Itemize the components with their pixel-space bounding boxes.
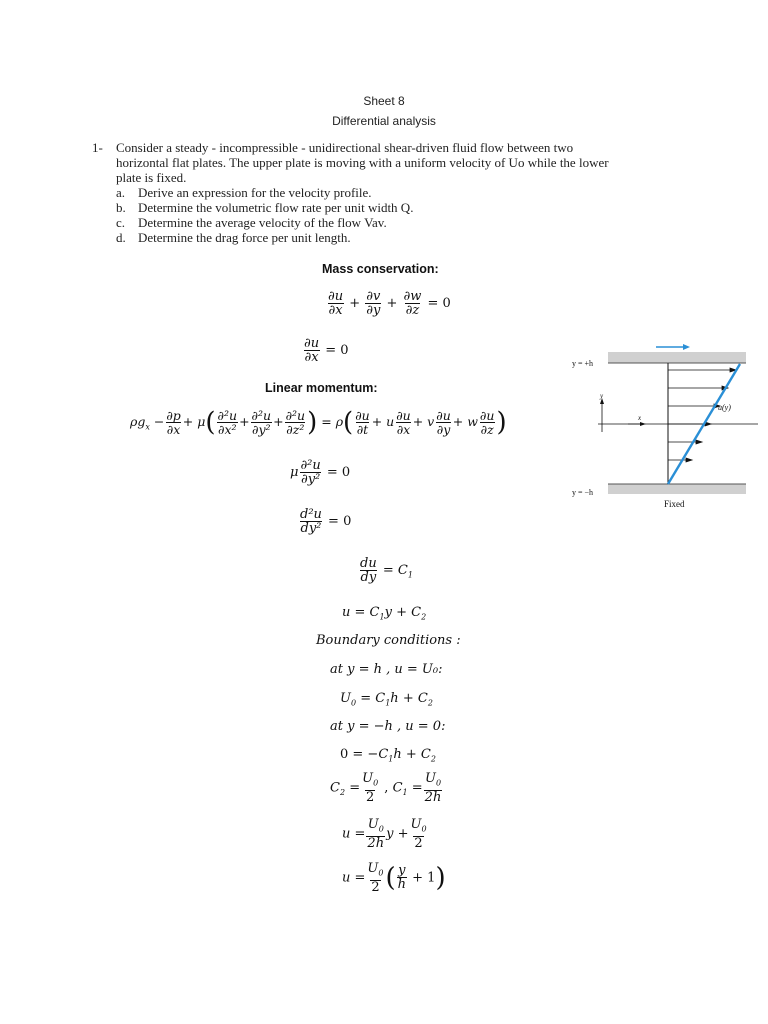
bc1-equation: $U_0 = C_1h + C_2$ xyxy=(340,691,433,708)
linear-momentum-heading: Linear momentum: xyxy=(265,381,378,395)
continuity-equation: $\frac{\partial u}{\partial x}$ + $\frac{\partial v}{\partial y}$ + $\frac{\partial w}{\partial z}$ = 0 xyxy=(328,289,451,318)
first-integration: $\frac{du}{dy}$ = $C_1$ xyxy=(360,556,413,585)
moving-plate xyxy=(608,352,746,363)
problem-number: 1- xyxy=(92,140,103,155)
continuity-reduced: $\frac{\partial u}{\partial x}$ = 0 xyxy=(304,336,349,365)
problem-part: d. Determine the drag force per unit length. xyxy=(116,230,351,245)
bc2-equation: $0 = -C_1h + C_2$ xyxy=(340,747,436,764)
x-axis-label: x xyxy=(638,414,642,422)
problem-line: horizontal flat plates. The upper plate is moving with a uniform velocity of Uo while the lower xyxy=(116,155,609,170)
boundary-condition-1: at y = h , u = U₀: xyxy=(330,662,443,677)
profile-label: u(y) xyxy=(718,403,731,412)
y-axis-label: y xyxy=(600,392,604,400)
problem-part: c. Determine the average velocity of the flow Vav. xyxy=(116,215,387,230)
problem-statement xyxy=(116,140,676,245)
subject-title: Differential analysis xyxy=(332,114,436,128)
boundary-conditions-heading: Boundary conditions : xyxy=(316,633,461,648)
constants-solution: $C_2$ = $\frac{U_0}{2}$ , $C_1$ = $\frac{U_0}{2h}$ xyxy=(330,771,442,805)
boundary-condition-2: at y = −h , u = 0: xyxy=(330,719,446,734)
problem-line: plate is fixed. xyxy=(116,170,187,185)
problem-part: b. Determine the volumetric flow rate per unit width Q. xyxy=(116,200,414,215)
navier-stokes-equation: $\rho g_x$ − $\frac{\partial p}{\partial x}$ + μ( $\frac{\text{∂²u}}{\text{∂x²}}$ + $\frac{\text{∂²u}}{\text{∂y²}}$ + $\frac{\text{∂²u}}{\text{∂z²}}$ ) = ρ( $\frac{\partial u}{\partial t}$ + u $\frac{\partial u}{\partial x}$ + v $\frac{\partial u}{\partial y}$ + w $\frac{\partial u}{\partial z}$ ) xyxy=(130,407,507,438)
problem-part: a. Derive an expression for the velocity profile. xyxy=(116,185,372,200)
ode-equation: $\frac{\text{d²u}}{\text{dy²}}$ = 0 xyxy=(300,507,352,536)
mass-conservation-heading: Mass conservation: xyxy=(322,262,439,276)
fixed-plate xyxy=(608,484,746,494)
fixed-label: Fixed xyxy=(664,499,685,509)
bottom-wall-label: y = −h xyxy=(572,488,594,497)
momentum-reduced: μ $\frac{\text{∂²u}}{\text{∂y²}}$ = 0 xyxy=(290,458,351,487)
problem-line: Consider a steady - incompressible - unidirectional shear-driven fluid flow between two xyxy=(116,140,574,155)
velocity-profile-expanded: u = $\frac{U_0}{2h}$ y + $\frac{U_0}{2}$ xyxy=(342,817,427,851)
velocity-profile-final: u = $\frac{U_0}{2}$ ( $\frac{y}{h}$ + 1) xyxy=(342,861,446,895)
general-solution: $u = C_1y + C_2$ xyxy=(342,605,427,622)
top-wall-label: y = +h xyxy=(572,359,594,368)
sheet-title: Sheet 8 xyxy=(363,94,405,108)
couette-flow-diagram xyxy=(560,336,760,516)
